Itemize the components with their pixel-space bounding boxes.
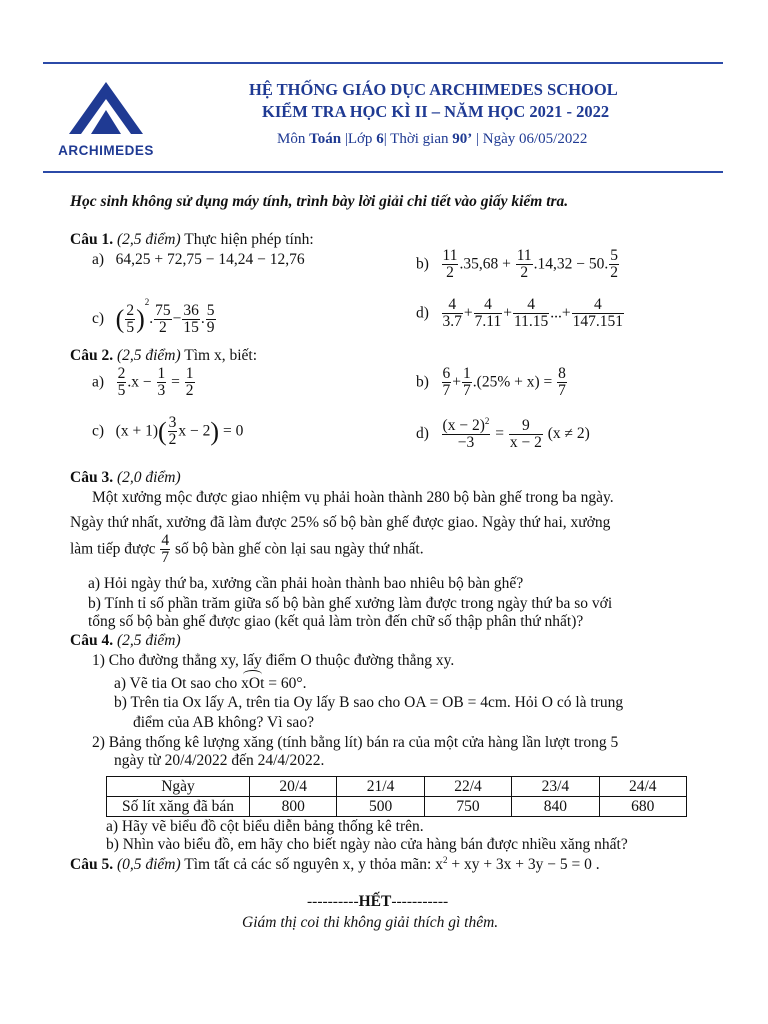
q3-p3-frac xyxy=(160,533,170,567)
end-left-dashes: ---------- xyxy=(307,893,359,910)
q4-p1: 1) Cho đường thẳng xy, lấy điểm O thuộc đường thẳng xy. xyxy=(92,652,455,669)
q1-c-num2: 75 xyxy=(155,301,171,319)
q2-d-num2: 9 xyxy=(509,418,543,435)
q1-b-den1: 2 xyxy=(446,264,454,282)
logo-a-icon xyxy=(47,80,165,140)
q1-b-mid2: .14,32 − 50. xyxy=(533,255,609,273)
q1-d-den2: 7.11 xyxy=(474,313,502,331)
q2-a-num2: 1 xyxy=(157,365,166,382)
q2-a: a) $\frac{2}{5}$ .x − $\frac{1}{3}$ = $\frac{1}{2}$ xyxy=(92,365,194,400)
q5-exp: 2 xyxy=(442,855,448,865)
exam-info-grade: 6 xyxy=(376,131,384,147)
q1-d-den3: 11.15 xyxy=(513,313,549,331)
q1-d-frac4 xyxy=(572,297,624,331)
q1-d: d) $\frac{4}{3.7}$ + $\frac{4}{7.11}$ + $\frac{4}{11.15}$ ...+ $\frac{4}{147.151}$ xyxy=(416,296,624,331)
footer-note: Giám thị coi thi không giải thích gì thêm. xyxy=(242,914,499,931)
q2-d-num1: (x − 2) xyxy=(442,417,485,435)
q1-d-frac2 xyxy=(474,297,503,331)
exam-title: KIỂM TRA HỌC KÌ II – NĂM HỌC 2021 - 2022 xyxy=(262,102,610,121)
table-cell: 680 xyxy=(599,797,686,817)
q1-d-num2: 4 xyxy=(474,297,503,314)
q2-heading xyxy=(70,347,257,365)
q3-p3-num: 4 xyxy=(161,532,170,549)
q3-b1: b) Tính tỉ số phần trăm giữa số bộ bàn ghế xưởng làm được trong ngày thứ ba so với xyxy=(88,595,613,612)
q4-p1a-pre: a) Vẽ tia Ot sao cho xyxy=(114,675,242,692)
q1-c-num4: 5 xyxy=(206,301,215,319)
q3-p1: Một xưởng mộc được giao nhiệm vụ phải hoàn thành 280 bộ bàn ghế trong ba ngày. xyxy=(92,489,614,506)
table-cell: 24/4 xyxy=(599,777,686,797)
q2-c-num: 3 xyxy=(168,414,177,431)
q2-b-mid: .(25% + x) = xyxy=(472,373,553,391)
q1-a: a) 64,25 + 72,75 − 14,24 − 12,76 xyxy=(92,251,305,268)
q1-d-dots: ...+ xyxy=(550,304,571,322)
top-rule xyxy=(43,62,723,64)
q1-a-expr: 64,25 + 72,75 − 14,24 − 12,76 xyxy=(115,251,305,268)
q1-d-num1: 4 xyxy=(442,297,463,314)
q1-d-plus1: + xyxy=(463,304,473,322)
q3-p3-den: 7 xyxy=(161,549,170,567)
q2-d-den1: −3 xyxy=(457,434,475,452)
q4-label: Câu 4. xyxy=(70,632,114,649)
table-cell: 21/4 xyxy=(337,777,424,797)
end-right-dashes: ----------- xyxy=(391,893,449,910)
q2-b-num1: 6 xyxy=(442,365,451,382)
q2-b-den2: 7 xyxy=(463,382,471,400)
q3-heading xyxy=(70,469,181,487)
q2-b-plus: + xyxy=(452,373,462,391)
q1-b-num2: 11 xyxy=(516,247,532,264)
q4-b: b) Nhìn vào biểu đồ, em hãy cho biết ngày nào cửa hàng bán được nhiều xăng nhất? xyxy=(106,836,628,853)
q2-b-num2: 1 xyxy=(463,365,471,382)
q2-a-num3: 1 xyxy=(185,365,194,382)
q2-prompt: Tìm x, biết: xyxy=(184,347,258,364)
table-header-cell: Số lít xăng đã bán xyxy=(107,797,250,817)
q3-label: Câu 3. xyxy=(70,469,114,486)
q2-b-frac1 xyxy=(442,366,452,400)
q4-a: a) Hãy vẽ biểu đồ cột biểu diễn bảng thống kê trên. xyxy=(106,818,424,835)
q4-p1a-post: = 60°. xyxy=(264,675,307,692)
q1-c-den2: 2 xyxy=(159,318,167,336)
q3-p3-b: số bộ bàn ghế còn lại sau ngày thứ nhất. xyxy=(174,540,424,558)
q3-points: (2,0 điểm) xyxy=(116,469,181,486)
q2-b-frac3 xyxy=(557,366,567,400)
q1-label: Câu 1. xyxy=(70,231,114,248)
q1-c-dot: . xyxy=(149,310,154,327)
q1-d-plus2: + xyxy=(503,304,512,322)
q1-points: (2,5 điểm) xyxy=(116,231,181,248)
instruction: Học sinh không sử dụng máy tính, trình bày lời giải chi tiết vào giấy kiểm tra. xyxy=(70,193,569,210)
q1-c-den4: 9 xyxy=(206,318,215,336)
q2-a-num1: 2 xyxy=(117,365,126,382)
q2-c-right: x − 2 xyxy=(178,422,211,440)
q4-p2-2: ngày từ 20/4/2022 đến 24/4/2022. xyxy=(114,752,325,769)
q3-p3-a: làm tiếp được xyxy=(70,540,156,558)
q3-p3 xyxy=(70,533,424,567)
exam-info-time-label: | Thời gian xyxy=(383,131,453,147)
q2-c-eq: = 0 xyxy=(222,422,244,440)
q1-prompt: Thực hiện phép tính: xyxy=(184,231,314,248)
q2-c-left: (x + 1) xyxy=(115,422,158,440)
q2-a-frac3 xyxy=(185,366,195,400)
exam-info-subject: Toán xyxy=(309,131,342,147)
q2-c: c) (x + 1)( $\frac{3}{2}$ x − 2) = 0 xyxy=(92,414,244,449)
q1-c: c) ( $\frac{2}{5}$ )$^2$. $\frac{75}{2}$ − $\frac{36}{15}$ . $\frac{5}{9}$ xyxy=(92,297,215,336)
q2-c-den: 2 xyxy=(168,431,177,449)
q2-points: (2,5 điểm) xyxy=(116,347,181,364)
q1-b: b) $\frac{11}{2}$ .35,68 + $\frac{11}{2}$ .14,32 − 50. $\frac{5}{2}$ xyxy=(416,247,619,282)
q5-points: (0,5 điểm) xyxy=(116,856,181,874)
q1-c-dot2: . xyxy=(200,310,205,327)
q1-c-frac4 xyxy=(206,303,216,337)
q2-b-den1: 7 xyxy=(442,382,451,400)
q2-c-frac xyxy=(168,415,178,449)
q2-d-frac1 xyxy=(442,417,491,452)
q1-c-den1: 5 xyxy=(126,318,135,336)
q2-a-eq: = xyxy=(171,373,180,391)
exam-info-grade-label: |Lớp xyxy=(341,131,377,147)
q2-label: Câu 2. xyxy=(70,347,114,364)
q1-c-frac1 xyxy=(125,303,135,337)
q1-b-den3: 2 xyxy=(610,264,619,282)
end-marker xyxy=(307,893,448,911)
q1-b-frac1 xyxy=(442,248,459,282)
q1-d-frac3 xyxy=(513,297,549,331)
q2-b-frac2 xyxy=(462,366,472,400)
q1-c-frac3 xyxy=(182,303,200,337)
table-cell: 840 xyxy=(512,797,599,817)
q3-a: a) Hỏi ngày thứ ba, xưởng cần phải hoàn thành bao nhiêu bộ bàn ghế? xyxy=(88,575,524,592)
q5 xyxy=(70,855,600,874)
q1-b-frac3 xyxy=(609,248,619,282)
q1-d-den1: 3.7 xyxy=(442,313,462,331)
q1-c-den3: 15 xyxy=(183,318,199,336)
q2-b-den3: 7 xyxy=(558,382,566,400)
q2-d: d) $\frac{(x - 2)^2}{-3}$ = $\frac{9}{x - 2}$ (x ≠ 2) xyxy=(416,416,590,452)
q1-d-frac1 xyxy=(442,297,463,331)
q2-a-frac2 xyxy=(157,366,167,400)
end-word: HẾT xyxy=(358,893,392,910)
q1-d-den4: 147.151 xyxy=(572,313,624,331)
q5-text2: + xy + 3x + 3y − 5 = 0 . xyxy=(447,856,600,874)
q2-d-eq: = xyxy=(495,424,504,442)
table-cell: 20/4 xyxy=(250,777,337,797)
q1-c-exp: 2 xyxy=(144,297,150,307)
q2-a-den3: 2 xyxy=(185,382,194,400)
table-cell: 23/4 xyxy=(512,777,599,797)
q1-c-num1: 2 xyxy=(126,301,135,319)
q3-b2: tổng số bộ bàn ghế được giao (kết quả làm tròn đến chữ số thập phân thứ nhất)? xyxy=(88,613,584,630)
q1-d-num4: 4 xyxy=(572,297,624,314)
q4-p1b1: b) Trên tia Ox lấy A, trên tia Oy lấy B sao cho OA = OB = 4cm. Hỏi O có là trung xyxy=(114,694,624,711)
q1-heading xyxy=(70,231,314,249)
q5-label: Câu 5. xyxy=(70,856,114,874)
q4-heading xyxy=(70,632,181,650)
q5-text: Tìm tất cả các số nguyên x, y thỏa mãn: x xyxy=(184,856,443,874)
q2-d-cond: (x ≠ 2) xyxy=(547,424,590,442)
q2-a-mid: .x − xyxy=(127,373,152,391)
q2-d-exp: 2 xyxy=(484,416,490,426)
table-header-cell: Ngày xyxy=(107,777,250,797)
exam-info-time: 90’ xyxy=(452,131,473,147)
q2-d-den2: x − 2 xyxy=(509,433,542,451)
q2-b: b) $\frac{6}{7}$ + $\frac{1}{7}$ .(25% + x) = $\frac{8}{7}$ xyxy=(416,365,566,400)
table-row xyxy=(107,797,687,817)
q1-c-frac2 xyxy=(154,303,172,337)
logo-text: ARCHIMEDES xyxy=(58,143,154,158)
q3-p2: Ngày thứ nhất, xưởng đã làm được 25% số bộ bàn ghế được giao. Ngày thứ hai, xưởng xyxy=(70,514,611,531)
header-rule xyxy=(43,171,723,173)
table-cell: 22/4 xyxy=(424,777,511,797)
q1-d-num3: 4 xyxy=(513,297,549,314)
table-cell: 500 xyxy=(337,797,424,817)
table-cell: 750 xyxy=(424,797,511,817)
exam-info-subject-label: Môn xyxy=(277,131,310,147)
q1-b-den2: 2 xyxy=(520,264,529,282)
exam-info xyxy=(277,131,587,148)
table-cell: 800 xyxy=(250,797,337,817)
q1-b-num3: 5 xyxy=(610,247,619,264)
q1-b-frac2 xyxy=(516,248,533,282)
q4-points: (2,5 điểm) xyxy=(116,632,181,649)
q2-d-frac2 xyxy=(509,418,543,452)
q1-b-num1: 11 xyxy=(442,247,458,264)
school-name: HỆ THỐNG GIÁO DỤC ARCHIMEDES SCHOOL xyxy=(249,80,618,99)
table-row xyxy=(107,777,687,797)
fuel-sales-table xyxy=(106,776,687,817)
q2-a-den2: 3 xyxy=(157,382,166,400)
q2-a-den1: 5 xyxy=(117,382,126,400)
q1-c-minus: − xyxy=(172,310,182,327)
q1-c-num3: 36 xyxy=(183,301,199,319)
q1-b-mid1: .35,68 + xyxy=(459,255,511,273)
q4-p1a-angle: xOt xyxy=(241,675,265,692)
q2-a-frac1 xyxy=(117,366,127,400)
q4-p1a xyxy=(114,675,306,693)
q4-p1b2: điểm của AB không? Vì sao? xyxy=(133,714,314,731)
archimedes-logo xyxy=(47,80,165,158)
exam-info-date: | Ngày 06/05/2022 xyxy=(472,131,588,147)
q2-b-num3: 8 xyxy=(558,365,566,382)
q4-p2-1: 2) Bảng thống kê lượng xăng (tính bằng lít) bán ra của một cửa hàng lần lượt trong 5 xyxy=(92,734,619,751)
